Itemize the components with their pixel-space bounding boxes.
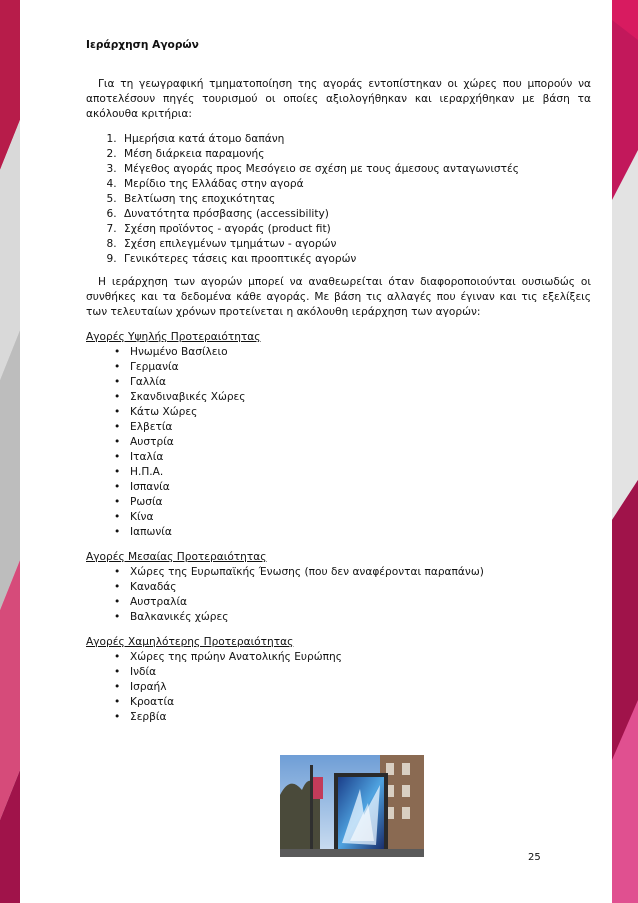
- list-item: • Ιταλία: [114, 450, 591, 465]
- medium-priority-list: [86, 565, 591, 625]
- high-priority-list: [86, 345, 591, 540]
- list-item: 3. Μέγεθος αγοράς προς Μεσόγειο σε σχέση με τους άμεσους ανταγωνιστές: [120, 162, 591, 177]
- medium-priority-section: [86, 550, 591, 625]
- list-item: • Ηνωμένο Βασίλειο: [114, 345, 591, 360]
- list-item: 2. Μέση διάρκεια παραμονής: [120, 147, 591, 162]
- high-priority-section: [86, 330, 591, 540]
- list-item: 6. Δυνατότητα πρόσβασης (accessibility): [120, 207, 591, 222]
- page-number: 25: [528, 852, 541, 863]
- list-item: • Χώρες της πρώην Ανατολικής Ευρώπης: [114, 650, 591, 665]
- low-priority-section: [86, 635, 591, 725]
- list-item: 4. Μερίδιο της Ελλάδας στην αγορά: [120, 177, 591, 192]
- list-item: • Χώρες της Ευρωπαϊκής Ένωσης (που δεν αναφέρονται παραπάνω): [114, 565, 591, 580]
- low-priority-heading: Αγορές Χαμηλότερης Προτεραιότητας: [86, 636, 294, 648]
- list-item: 8. Σχέση επιλεγμένων τμημάτων - αγορών: [120, 237, 591, 252]
- revision-paragraph: Η ιεράρχηση των αγορών μπορεί να αναθεωρείται όταν διαφοροποιούνται ουσιωδώς οι συνθήκες και τα δεδομένα κάθε αγοράς. Με βάση τις αλλαγές που έγιναν και τις εξελίξεις των τελευταίων χρόνων προτείνεται η ακόλουθη ιεράρχηση των αγορών:: [86, 276, 591, 318]
- list-item: • Ρωσία: [114, 495, 591, 510]
- list-item: • Αυστρία: [114, 435, 591, 450]
- page-content: [86, 38, 591, 725]
- billboard-photo: [280, 755, 424, 857]
- list-item: • Ισπανία: [114, 480, 591, 495]
- list-item: • Γερμανία: [114, 360, 591, 375]
- list-item: 9. Γενικότερες τάσεις και προοπτικές αγορών: [120, 252, 591, 267]
- high-priority-heading: Αγορές Υψηλής Προτεραιότητας: [86, 331, 261, 343]
- list-item: • Η.Π.Α.: [114, 465, 591, 480]
- list-item: • Αυστραλία: [114, 595, 591, 610]
- list-item: • Ιαπωνία: [114, 525, 591, 540]
- list-item: • Γαλλία: [114, 375, 591, 390]
- low-priority-list: [86, 650, 591, 725]
- list-item: • Ισραήλ: [114, 680, 591, 695]
- list-item: • Κάτω Χώρες: [114, 405, 591, 420]
- right-decorative-stripes: [612, 0, 638, 903]
- intro-paragraph: Για τη γεωγραφική τμηματοποίηση της αγοράς εντοπίστηκαν οι χώρες που μπορούν να αποτελέσουν πηγές τουρισμού οι οποίες αξιολογήθηκαν και ιεραρχήθηκαν με βάση τα ακόλουθα κριτήρια:: [86, 78, 591, 120]
- criteria-list: [86, 132, 591, 267]
- left-decorative-stripes: [0, 0, 20, 903]
- medium-priority-heading: Αγορές Μεσαίας Προτεραιότητας: [86, 551, 267, 563]
- list-item: • Ελβετία: [114, 420, 591, 435]
- list-item: • Ινδία: [114, 665, 591, 680]
- list-item: • Σερβία: [114, 710, 591, 725]
- page-title: Ιεράρχηση Αγορών: [86, 39, 199, 51]
- list-item: 7. Σχέση προϊόντος - αγοράς (product fit): [120, 222, 591, 237]
- list-item: • Κροατία: [114, 695, 591, 710]
- list-item: • Κίνα: [114, 510, 591, 525]
- list-item: • Σκανδιναβικές Χώρες: [114, 390, 591, 405]
- list-item: • Καναδάς: [114, 580, 591, 595]
- list-item: 1. Ημερήσια κατά άτομο δαπάνη: [120, 132, 591, 147]
- list-item: 5. Βελτίωση της εποχικότητας: [120, 192, 591, 207]
- list-item: • Βαλκανικές χώρες: [114, 610, 591, 625]
